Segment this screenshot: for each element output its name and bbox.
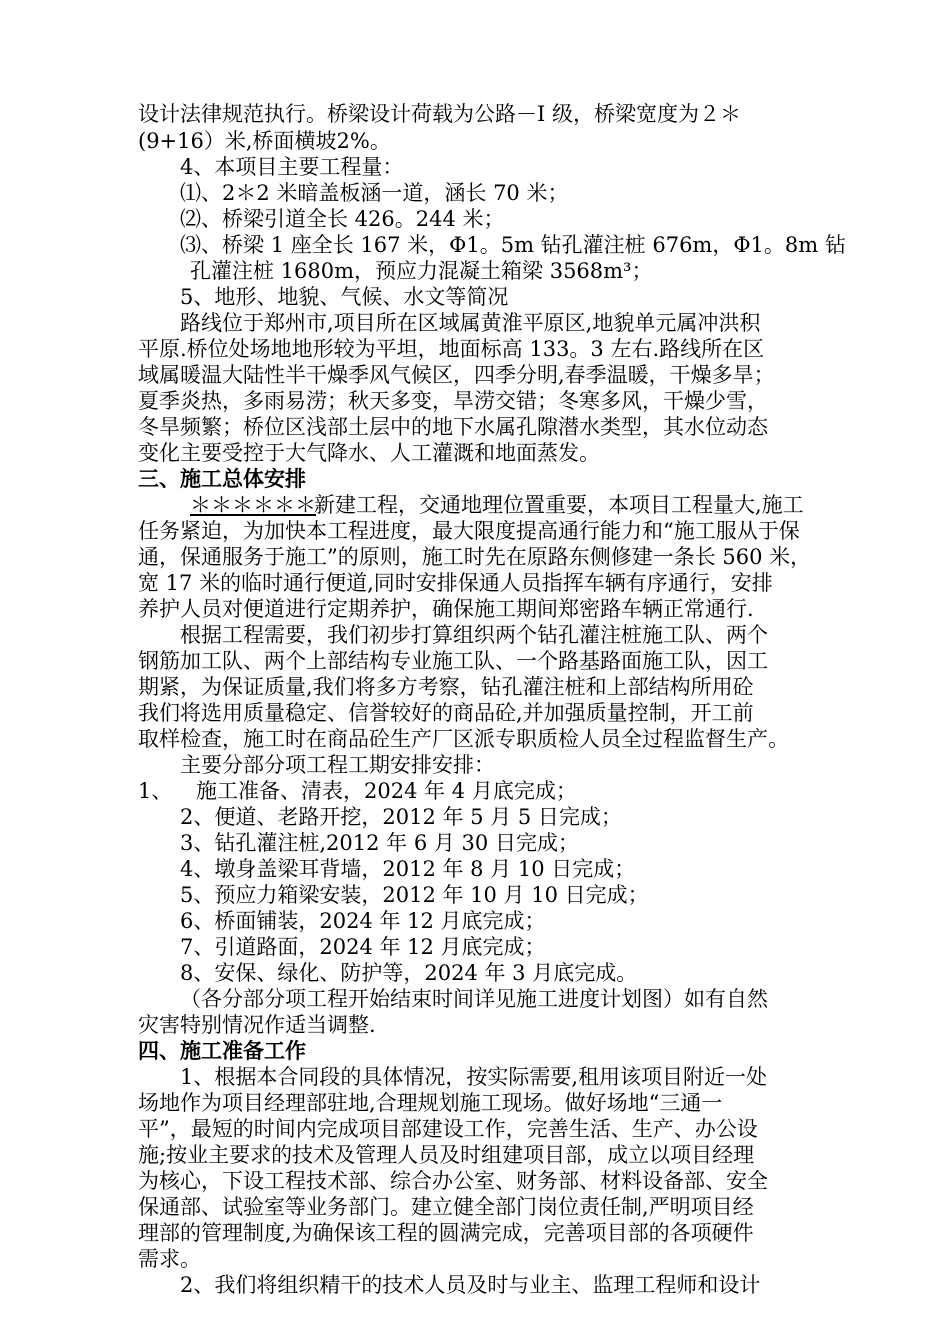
text-line: 期紧，为保证质量,我们将多方考察，钻孔灌注桩和上部结构所用砼 — [138, 675, 754, 699]
text-line: 取样检查，施工时在商品砼生产厂区派专职质检人员全过程监督生产。 — [138, 727, 789, 751]
text-line: 理部的管理制度,为确保该工程的圆满完成，完善项目部的各项硬件 — [138, 1221, 754, 1245]
list-item: 6、桥面铺装，2024 年 12 月底完成； — [180, 909, 546, 933]
text-line: 变化主要受控于大气降水、人工灌溉和地面蒸发。 — [138, 441, 600, 465]
subheading: 4、本项目主要工程量： — [180, 155, 404, 179]
section-heading: 四、施工准备工作 — [138, 1039, 306, 1063]
text-line: 施;按业主要求的技术及管理人员及时组建项目部，成立以项目经理 — [138, 1143, 755, 1167]
list-item: 7、引道路面，2024 年 12 月底完成； — [180, 935, 546, 959]
text-line: 设计法律规范执行。桥梁设计荷载为公路－Ⅰ 级，桥梁宽度为２＊ — [138, 102, 741, 126]
text-line: 根据工程需要，我们初步打算组织两个钻孔灌注桩施工队、两个 — [180, 623, 768, 647]
text-line: 平原.桥位处场地地形较为平坦，地面标高 133。3 左右.路线所在区 — [138, 337, 765, 361]
list-item: ⑴、2＊2 米暗盖板涵一道，涵长 70 米； — [180, 181, 569, 205]
list-item-continued: 孔灌注桩 1680m，预应力混凝土箱梁 3568m³； — [190, 259, 653, 283]
text-line: 新建工程，交通地理位置重要，本项目工程量大,施工 — [314, 493, 804, 517]
text-line: 1、根据本合同段的具体情况，按实际需要,租用该项目附近一处 — [180, 1065, 768, 1089]
list-number: 1、 — [138, 779, 173, 803]
text-line: 灾害特别情况作适当调整. — [138, 1013, 376, 1037]
section-heading: 三、施工总体安排 — [138, 467, 306, 491]
text-line: 主要分部分项工程工期安排安排： — [180, 753, 495, 777]
text-line: 夏季炎热，多雨易涝；秋天多变，旱涝交错；冬寒多风，干燥少雪， — [138, 389, 768, 413]
text-line: 场地作为项目经理部驻地,合理规划施工现场。做好场地“三通一 — [138, 1091, 723, 1115]
list-item: 5、预应力箱梁安装，2012 年 10 月 10 日完成； — [180, 883, 649, 907]
list-item: ⑶、桥梁 1 座全长 167 米，Φ1。5m 钻孔灌注桩 676m，Φ1。8m 钻 — [180, 233, 846, 257]
text-line: 冬旱频繁；桥位区浅部土层中的地下水属孔隙潜水类型，其水位动态 — [138, 415, 768, 439]
text-line: （各分部分项工程开始结束时间详见施工进度计划图）如有自然 — [180, 987, 768, 1011]
text-line: 宽 17 米的临时通行便道,同时安排保通人员指挥车辆有序通行，安排 — [138, 571, 773, 595]
text-line: 平”，最短的时间内完成项目部建设工作，完善生活、生产、办公设 — [138, 1117, 758, 1141]
text-line: 需求。 — [138, 1247, 201, 1271]
text-line: 我们将选用质量稳定、信誉较好的商品砼,并加强质量控制，开工前 — [138, 701, 754, 725]
text-line: 为核心，下设工程技术部、综合办公室、财务部、材料设备部、安全 — [138, 1169, 768, 1193]
text-line: (9+16）米,桥面横坡2%。 — [138, 129, 391, 153]
text-line: 域属暖温大陆性半干燥季风气候区，四季分明,春季温暖，干燥多旱； — [138, 363, 775, 387]
text-line: 保通部、试验室等业务部门。建立健全部门岗位责任制,严明项目经 — [138, 1195, 754, 1219]
text-line: 钢筋加工队、两个上部结构专业施工队、一个路基路面施工队，因工 — [138, 649, 768, 673]
list-item: 3、钻孔灌注桩,2012 年 6 月 30 日完成； — [180, 831, 579, 855]
list-item: 4、墩身盖梁耳背墙，2012 年 8 月 10 日完成； — [180, 857, 636, 881]
text-line: 通，保通服务于施工”的原则，施工时先在原路东侧修建一条长 560 米， — [138, 545, 812, 569]
list-item: 施工准备、清表，2024 年 4 月底完成； — [196, 779, 577, 803]
text-line: 养护人员对便道进行定期养护，确保施工期间郑密路车辆正常通行. — [138, 597, 754, 621]
subheading: 5、地形、地貌、气候、水文等简况 — [180, 285, 509, 309]
text-line: 2、我们将组织精干的技术人员及时与业主、监理工程师和设计 — [180, 1273, 761, 1297]
list-item: ⑵、桥梁引道全长 426。244 米； — [180, 207, 505, 231]
list-item: 2、便道、老路开挖，2012 年 5 月 5 日完成； — [180, 805, 622, 829]
redacted-project-name: ＊＊＊＊＊＊ — [190, 493, 316, 517]
list-item: 8、安保、绿化、防护等，2024 年 3 月底完成。 — [180, 961, 638, 985]
text-line: 路线位于郑州市,项目所在区域属黄淮平原区,地貌单元属冲洪积 — [180, 311, 761, 335]
text-line: 任务紧迫，为加快本工程进度，最大限度提高通行能力和“施工服从于保 — [138, 519, 800, 543]
